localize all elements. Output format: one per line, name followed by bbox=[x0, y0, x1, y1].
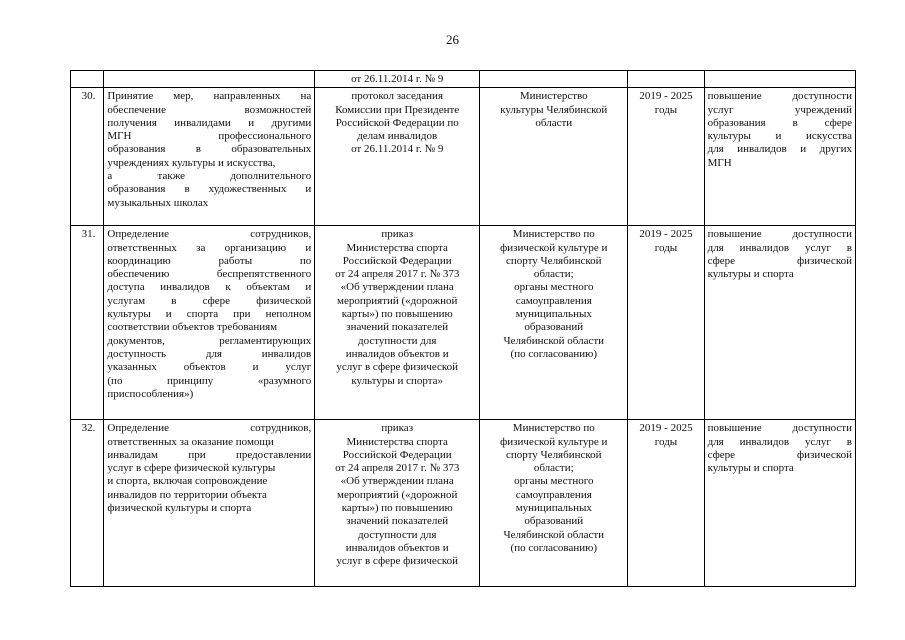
word: также bbox=[157, 170, 186, 183]
result-line bbox=[708, 130, 852, 143]
measure-line bbox=[107, 143, 311, 156]
result-line bbox=[708, 90, 852, 103]
term-cell bbox=[628, 71, 704, 88]
word: доступности bbox=[792, 228, 852, 241]
row-number: 30. bbox=[71, 88, 104, 226]
measure-line bbox=[107, 117, 311, 130]
word: инвалидов bbox=[737, 143, 787, 156]
document-line: от 24 апреля 2017 г. № 373 bbox=[335, 268, 460, 281]
word: обеспечение bbox=[107, 103, 166, 116]
measure-cell bbox=[104, 88, 315, 226]
word: услуг bbox=[805, 435, 831, 448]
measure-line bbox=[107, 255, 311, 268]
word: инвалидам bbox=[107, 448, 159, 461]
document-line: доступности для bbox=[357, 528, 437, 541]
word: для bbox=[707, 435, 724, 448]
executor-line: (по согласованию) bbox=[510, 541, 598, 554]
term-line: годы bbox=[654, 103, 678, 116]
document-cell bbox=[315, 226, 480, 420]
result-line: МГН bbox=[707, 156, 732, 169]
word: инвалидами bbox=[174, 116, 231, 129]
document-line: от 24 апреля 2017 г. № 373 bbox=[335, 462, 460, 475]
word: мер, bbox=[173, 90, 194, 103]
executor-line: культуры Челябинской bbox=[500, 103, 608, 116]
word: и bbox=[248, 116, 255, 129]
executor-line: физической культуре и bbox=[500, 435, 608, 448]
executor-line: Министерство по bbox=[512, 228, 595, 241]
word: по bbox=[299, 254, 312, 267]
word: услуг bbox=[805, 241, 831, 254]
word: спорта bbox=[186, 308, 219, 321]
document-line: услуг в сфере физической bbox=[336, 361, 459, 374]
word: сфере bbox=[824, 116, 852, 129]
measure-line bbox=[107, 228, 311, 241]
measure-line bbox=[107, 170, 311, 183]
result-cell bbox=[704, 88, 855, 226]
word: сфере bbox=[707, 448, 736, 461]
word: для bbox=[707, 143, 724, 156]
word: при bbox=[233, 308, 251, 321]
word: услуг bbox=[285, 361, 312, 374]
measure-cell bbox=[104, 71, 315, 88]
word: в bbox=[184, 183, 190, 196]
word: физической bbox=[797, 254, 852, 267]
word: образовательных bbox=[231, 143, 312, 156]
word: услуг bbox=[707, 103, 734, 116]
term-line: годы bbox=[654, 435, 678, 448]
document-cell bbox=[315, 71, 480, 88]
document-line: карты») по повышению bbox=[341, 308, 453, 321]
term-line: 2019 - 2025 bbox=[639, 422, 693, 435]
word: повышение bbox=[707, 228, 762, 241]
word: регламентирующих bbox=[219, 334, 312, 347]
word: культуры bbox=[707, 130, 751, 143]
word: предоставлении bbox=[235, 448, 312, 461]
word: возможностей bbox=[244, 103, 312, 116]
word: а bbox=[107, 170, 113, 183]
document-line: карты») по повышению bbox=[341, 502, 453, 515]
word: учреждений bbox=[794, 103, 852, 116]
measure-line: физической культуры и спорта bbox=[107, 502, 252, 515]
word: и bbox=[305, 183, 312, 196]
result-cell bbox=[704, 420, 855, 587]
executor-line: спорту Челябинской bbox=[506, 254, 602, 267]
document-line: Комиссии при Президенте bbox=[335, 103, 460, 116]
word: для bbox=[707, 241, 724, 254]
executor-line: самоуправления bbox=[515, 488, 592, 501]
measures-table bbox=[70, 70, 856, 587]
word: указанных bbox=[107, 361, 157, 374]
word: инвалидов bbox=[739, 435, 790, 448]
measure-line bbox=[107, 449, 311, 462]
document-line: Министерства спорта bbox=[346, 435, 448, 448]
word: беспрепятственного bbox=[216, 268, 312, 281]
result-line bbox=[708, 143, 852, 156]
word: в bbox=[195, 143, 201, 156]
word: неполном bbox=[265, 308, 312, 321]
executor-line: физической культуре и bbox=[500, 241, 608, 254]
table-row bbox=[71, 226, 856, 420]
word: дополнительного bbox=[230, 170, 312, 183]
document-line: значений показателей bbox=[346, 321, 449, 334]
word: образования bbox=[707, 116, 766, 129]
measure-line bbox=[107, 104, 311, 117]
word: сфере bbox=[707, 254, 736, 267]
document-line: доступности для bbox=[357, 334, 437, 347]
measure-line bbox=[107, 295, 311, 308]
executor-line: области; bbox=[533, 462, 574, 475]
result-cell bbox=[704, 71, 855, 88]
word: на bbox=[300, 90, 312, 103]
num-cell bbox=[71, 71, 104, 88]
measure-line bbox=[107, 361, 311, 374]
document-line: от 26.11.2014 г. № 9 bbox=[351, 73, 444, 85]
table-row bbox=[71, 420, 856, 587]
document-line: инвалидов объектов и bbox=[345, 347, 449, 360]
word: физической bbox=[256, 294, 312, 307]
word: и bbox=[305, 241, 312, 254]
measure-line: услуг в сфере физической культуры bbox=[107, 462, 276, 475]
document-cell bbox=[315, 420, 480, 587]
word: и bbox=[775, 130, 782, 143]
document-line: приказ bbox=[381, 228, 414, 241]
measure-line: и спорта, включая сопровождение bbox=[107, 475, 268, 488]
result-cell bbox=[704, 226, 855, 420]
measure-line bbox=[107, 422, 311, 435]
document-line: культуры и спорта» bbox=[351, 374, 444, 387]
measure-line bbox=[107, 348, 311, 361]
word: образования bbox=[107, 143, 166, 156]
document-line: протокол заседания bbox=[351, 90, 443, 103]
executor-line: спорту Челябинской bbox=[506, 448, 602, 461]
measure-line: ответственных за оказание помощи bbox=[107, 435, 274, 448]
word: за bbox=[196, 241, 206, 254]
executor-line: муниципальных bbox=[515, 308, 592, 321]
word: сотрудников, bbox=[250, 228, 312, 241]
word: Определение bbox=[107, 228, 169, 241]
word: сотрудников, bbox=[250, 422, 312, 435]
document-line: значений показателей bbox=[346, 515, 449, 528]
measure-line bbox=[107, 281, 311, 294]
word: художественных bbox=[208, 183, 287, 196]
executor-line: муниципальных bbox=[515, 502, 592, 515]
document-cell bbox=[315, 88, 480, 226]
word: инвалидов bbox=[261, 347, 312, 360]
measure-line: инвалидов по территории объекта bbox=[107, 488, 267, 501]
document-line: Министерства спорта bbox=[346, 241, 448, 254]
word: получения bbox=[107, 116, 157, 129]
word: и bbox=[252, 361, 259, 374]
measure-line: приспособления») bbox=[107, 387, 194, 400]
executor-cell bbox=[480, 420, 628, 587]
word: других bbox=[819, 143, 852, 156]
measure-line bbox=[107, 268, 311, 281]
document-line: мероприятий («дорожной bbox=[337, 294, 458, 307]
result-line bbox=[708, 242, 852, 255]
term-cell bbox=[628, 88, 704, 226]
document-line: делам инвалидов bbox=[357, 130, 438, 143]
row-number: 32. bbox=[71, 420, 104, 587]
word: и bbox=[305, 281, 312, 294]
word: к bbox=[225, 281, 231, 294]
executor-line: образований bbox=[524, 321, 584, 334]
word: в bbox=[792, 116, 798, 129]
document-line: «Об утверждении плана bbox=[340, 475, 454, 488]
term-line: годы bbox=[654, 241, 678, 254]
table-row-continued bbox=[71, 71, 856, 88]
term-line: 2019 - 2025 bbox=[639, 90, 693, 103]
measure-line bbox=[107, 183, 311, 196]
word: и bbox=[165, 308, 172, 321]
word: обеспечению bbox=[107, 268, 170, 281]
word: доступность bbox=[107, 347, 167, 360]
word: Принятие bbox=[107, 90, 154, 103]
word: при bbox=[188, 448, 206, 461]
word: доступа bbox=[107, 281, 145, 294]
result-line bbox=[708, 117, 852, 130]
executor-line: органы местного bbox=[514, 475, 594, 488]
term-cell bbox=[628, 420, 704, 587]
measure-cell bbox=[104, 420, 315, 587]
result-line bbox=[708, 228, 852, 241]
word: искусства bbox=[806, 130, 852, 143]
measure-line bbox=[107, 308, 311, 321]
measure-line bbox=[107, 242, 311, 255]
word: «разумного bbox=[257, 374, 312, 387]
measure-line bbox=[107, 375, 311, 388]
document-line: мероприятий («дорожной bbox=[337, 488, 458, 501]
word: повышение bbox=[707, 422, 762, 435]
word: инвалидов bbox=[739, 241, 790, 254]
executor-cell bbox=[480, 88, 628, 226]
executor-cell bbox=[480, 226, 628, 420]
executor-line: (по согласованию) bbox=[510, 347, 598, 360]
word: в bbox=[846, 241, 852, 254]
result-line bbox=[708, 104, 852, 117]
word: МГН bbox=[107, 130, 132, 143]
measure-cell bbox=[104, 226, 315, 420]
word: в bbox=[171, 294, 177, 307]
document-line: Российской Федерации по bbox=[335, 116, 459, 129]
result-line: культуры и спорта bbox=[707, 268, 794, 281]
term-cell bbox=[628, 226, 704, 420]
document-line: «Об утверждении плана bbox=[340, 281, 454, 294]
result-line: культуры и спорта bbox=[707, 462, 794, 475]
word: образования bbox=[107, 183, 166, 196]
measure-line bbox=[107, 130, 311, 143]
word: организацию bbox=[224, 241, 287, 254]
executor-line: Челябинской области bbox=[503, 334, 605, 347]
measure-line: музыкальных школах bbox=[107, 196, 209, 209]
executor-line: органы местного bbox=[514, 281, 594, 294]
word: повышение bbox=[707, 90, 762, 103]
word: инвалидов bbox=[160, 281, 210, 294]
measure-line bbox=[107, 335, 311, 348]
result-line bbox=[708, 436, 852, 449]
row-number: 31. bbox=[71, 226, 104, 420]
word: направленных bbox=[213, 90, 281, 103]
word: принципу bbox=[166, 374, 214, 387]
word: доступности bbox=[792, 422, 852, 435]
executor-line: области bbox=[535, 116, 573, 129]
document-line: инвалидов объектов и bbox=[345, 541, 449, 554]
word: объектов bbox=[183, 361, 226, 374]
executor-line: Министерство по bbox=[512, 422, 595, 435]
word: другими bbox=[271, 116, 312, 129]
measure-line: учреждениях культуры и искусства, bbox=[107, 156, 276, 169]
word: объектам bbox=[246, 281, 290, 294]
executor-line: образований bbox=[524, 515, 584, 528]
executor-line: области; bbox=[533, 268, 574, 281]
word: документов, bbox=[107, 334, 165, 347]
word: (по bbox=[107, 374, 123, 387]
word: услугам bbox=[107, 294, 146, 307]
word: физической bbox=[797, 448, 852, 461]
executor-line: самоуправления bbox=[515, 294, 592, 307]
word: Определение bbox=[107, 422, 169, 435]
result-line bbox=[708, 449, 852, 462]
word: ответственных bbox=[107, 241, 177, 254]
term-line: 2019 - 2025 bbox=[639, 228, 693, 241]
measure-line bbox=[107, 90, 311, 103]
executor-line: Министерство bbox=[519, 90, 588, 103]
document-line: услуг в сфере физической bbox=[336, 555, 459, 568]
executor-line: Челябинской области bbox=[503, 528, 605, 541]
page-number: 26 bbox=[446, 32, 459, 47]
document-line: Российской Федерации bbox=[342, 254, 452, 267]
word: в bbox=[846, 435, 852, 448]
result-line bbox=[708, 255, 852, 268]
document-line: Российской Федерации bbox=[342, 448, 452, 461]
word: и bbox=[800, 143, 807, 156]
result-line bbox=[708, 422, 852, 435]
word: культуры bbox=[107, 308, 151, 321]
document-line: от 26.11.2014 г. № 9 bbox=[351, 143, 444, 156]
measure-line: соответствии объектов требованиям bbox=[107, 321, 278, 334]
word: доступности bbox=[792, 90, 852, 103]
word: для bbox=[205, 347, 222, 360]
word: работы bbox=[218, 254, 253, 267]
executor-cell bbox=[480, 71, 628, 88]
word: профессионального bbox=[218, 130, 312, 143]
word: координацию bbox=[107, 254, 171, 267]
table-row bbox=[71, 88, 856, 226]
word: сфере bbox=[202, 294, 231, 307]
document-line: приказ bbox=[381, 422, 414, 435]
